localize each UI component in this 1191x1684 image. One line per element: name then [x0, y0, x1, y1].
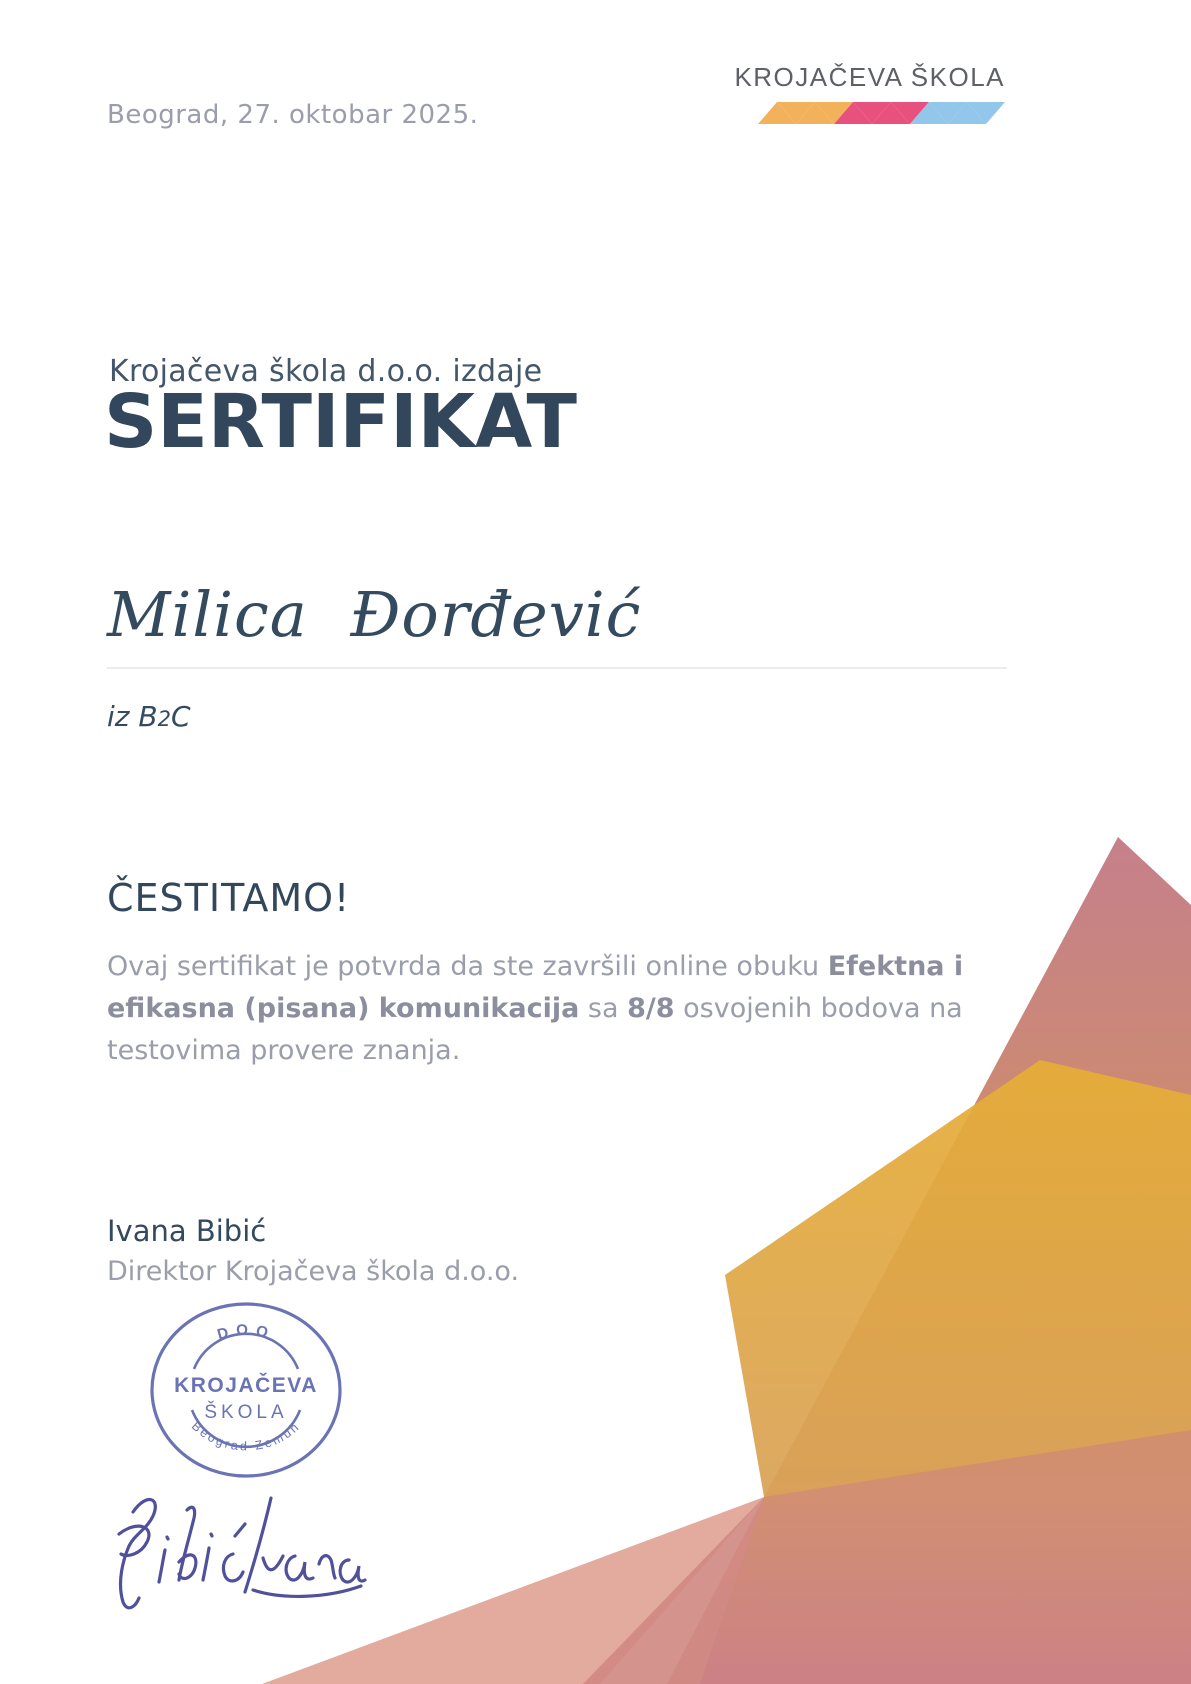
- certificate-body-text: [107, 946, 1012, 1072]
- triangle-zigzag-band-icon: [758, 102, 1005, 124]
- handwritten-signature-image: [103, 1482, 368, 1627]
- group-digit: 2: [157, 707, 171, 731]
- issue-date: Beograd, 27. oktobar 2025.: [107, 100, 479, 130]
- group-prefix: iz B: [107, 700, 158, 733]
- stamp-top-text: DOO: [215, 1321, 277, 1344]
- school-logo-title: KROJAČEVA ŠKOLA: [734, 62, 1005, 92]
- stamp-center-line2: ŠKOLA: [204, 1402, 288, 1423]
- name-underline: [107, 667, 1007, 669]
- certificate-title: SERTIFIKAT: [104, 379, 577, 465]
- stamp-center-line1: KROJAČEVA: [174, 1374, 318, 1397]
- course-name: Efektna i efikasna (pisana) komunikacija: [107, 951, 964, 1024]
- round-company-stamp-icon: [148, 1300, 344, 1480]
- body-part3: osvojenih bodova na testovima provere znanja.: [107, 993, 963, 1066]
- recipient-name: Milica Đorđević: [107, 578, 642, 651]
- svg-text:DOO: [215, 1322, 276, 1344]
- body-part2: sa: [579, 993, 628, 1024]
- school-logo: [734, 62, 1005, 128]
- recipient-group: [107, 700, 191, 733]
- signatory-name: Ivana Bibić: [107, 1214, 267, 1248]
- score-value: 8/8: [627, 993, 675, 1024]
- congrats-heading: ČESTITAMO!: [107, 876, 351, 920]
- group-suffix: C: [170, 700, 191, 733]
- signatory-role: Direktor Krojačeva škola d.o.o.: [107, 1256, 520, 1287]
- issuer-line: Krojačeva škola d.o.o. izdaje: [109, 354, 543, 389]
- svg-text:Beograd-Zemun: [189, 1419, 303, 1454]
- stamp-bottom-text: Beograd-Zemun: [188, 1418, 304, 1454]
- body-part1: Ovaj sertifikat je potvrda da ste završili online obuku: [107, 951, 828, 982]
